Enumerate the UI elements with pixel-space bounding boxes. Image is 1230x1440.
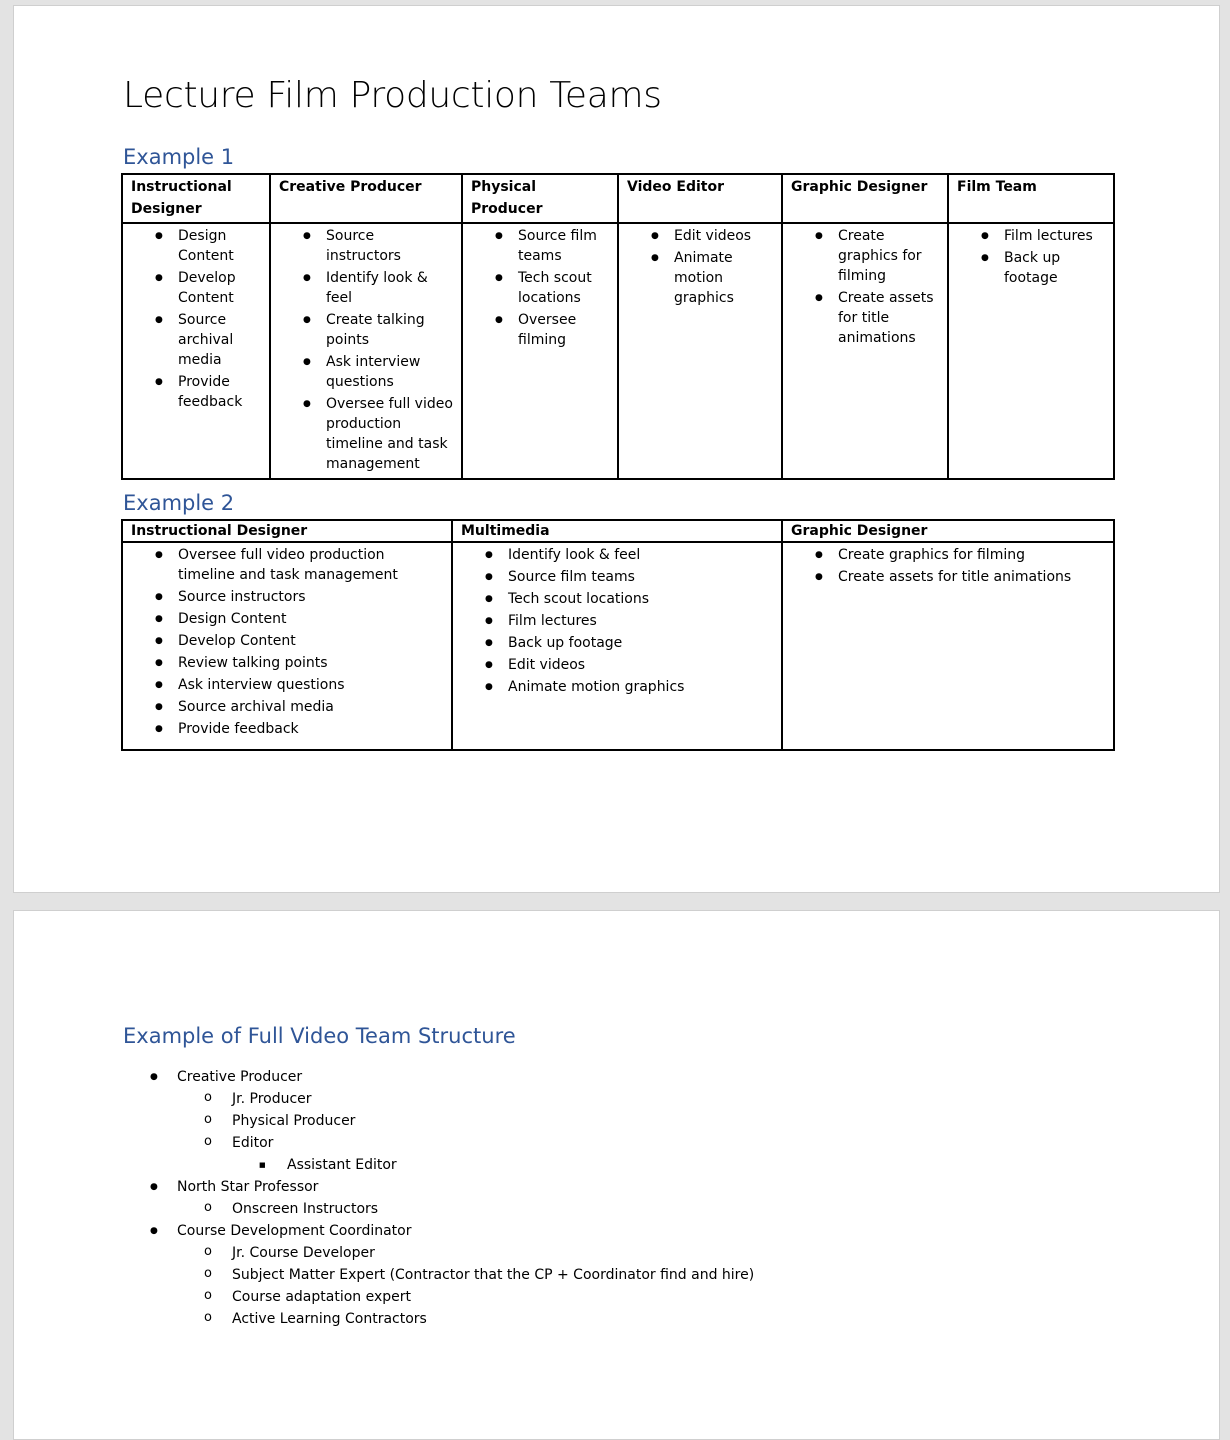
example-2-table — [121, 519, 1115, 751]
outline-level-3 — [287, 1154, 754, 1176]
outline-level-2 — [231, 1198, 754, 1220]
table-cell — [122, 542, 452, 750]
list-item-label: Active Learning Contractors — [232, 1311, 427, 1327]
document-page-2 — [13, 910, 1220, 1440]
list-item: ● Source film teams — [461, 567, 773, 587]
list-item: ● Develop Content — [131, 268, 261, 308]
list-item: ● Develop Content — [131, 631, 443, 651]
list-item: ● Edit videos — [627, 226, 773, 246]
task-list — [791, 545, 1105, 587]
column-header-instructional-designer: Instructional Designer — [122, 174, 270, 223]
task-list — [627, 226, 773, 308]
list-item: ● Create graphics for filming — [791, 226, 939, 286]
example-2-heading: Example 2 — [123, 491, 235, 515]
list-item: ● Ask interview questions — [131, 675, 443, 695]
task-list — [957, 226, 1105, 288]
list-item: ● Animate motion graphics — [627, 248, 773, 308]
list-item: ● Identify look & feel — [461, 545, 773, 565]
task-list — [791, 226, 939, 348]
list-item: ● Source archival media — [131, 310, 261, 370]
column-header-graphic-designer: Graphic Designer — [782, 520, 1114, 542]
list-item: ● Film lectures — [957, 226, 1105, 246]
list-item-label: Onscreen Instructors — [232, 1201, 379, 1217]
list-item: ● Create assets for title animations — [791, 288, 939, 348]
list-item: ● Back up footage — [461, 633, 773, 653]
list-item — [177, 1242, 754, 1264]
column-header-creative-producer: Creative Producer — [270, 174, 462, 223]
column-header-multimedia: Multimedia — [452, 520, 782, 542]
list-item: ● Source film teams — [471, 226, 609, 266]
list-item: ● Source instructors — [131, 587, 443, 607]
list-item: ● Back up footage — [957, 248, 1105, 288]
outline-level-2 — [231, 1242, 754, 1330]
list-item: ● Oversee filming — [471, 310, 609, 350]
table-header-row — [122, 174, 1114, 223]
list-item: ● Source instructors — [279, 226, 453, 266]
column-header-video-editor: Video Editor — [618, 174, 782, 223]
list-item-label: North Star Professor — [177, 1179, 319, 1195]
outline-level-2 — [231, 1088, 754, 1176]
list-item: ● Film lectures — [461, 611, 773, 631]
list-item — [177, 1264, 754, 1286]
list-item — [177, 1198, 754, 1220]
list-item-label: Assistant Editor — [287, 1157, 397, 1173]
list-item-label: Course adaptation expert — [232, 1289, 411, 1305]
list-item — [123, 1176, 754, 1220]
column-header-instructional-designer: Instructional Designer — [122, 520, 452, 542]
list-item-label: Editor — [232, 1135, 274, 1151]
list-item-label: Physical Producer — [232, 1113, 356, 1129]
list-item-label: Jr. Course Developer — [232, 1245, 375, 1261]
list-item: ● Provide feedback — [131, 372, 261, 412]
task-list — [131, 226, 261, 412]
list-item: ● Tech scout locations — [461, 589, 773, 609]
task-list — [279, 226, 453, 474]
table-cell — [122, 223, 270, 479]
list-item: ● Create talking points — [279, 310, 453, 350]
table-cell — [452, 542, 782, 750]
list-item — [177, 1088, 754, 1110]
task-list — [131, 545, 443, 739]
list-item-label: Jr. Producer — [232, 1091, 312, 1107]
table-cell — [462, 223, 618, 479]
list-item: ● Edit videos — [461, 655, 773, 675]
list-item — [177, 1308, 754, 1330]
task-list — [471, 226, 609, 350]
list-item — [177, 1110, 754, 1132]
list-item-label: Creative Producer — [177, 1069, 303, 1085]
task-list — [461, 545, 773, 697]
document-page-1 — [13, 5, 1220, 893]
table-cell — [782, 223, 948, 479]
table-cell — [948, 223, 1114, 479]
table-cell — [782, 542, 1114, 750]
list-item: ● Oversee full video production timeline and task management — [279, 394, 453, 474]
table-row — [122, 223, 1114, 479]
column-header-physical-producer: Physical Producer — [462, 174, 618, 223]
example-1-table — [121, 173, 1115, 480]
list-item: ● Identify look & feel — [279, 268, 453, 308]
table-cell — [270, 223, 462, 479]
list-item-label: Subject Matter Expert (Contractor that the CP + Coordinator find and hire) — [232, 1267, 755, 1283]
list-item — [232, 1154, 754, 1176]
list-item — [123, 1220, 754, 1330]
list-item-label: Course Development Coordinator — [177, 1223, 412, 1239]
example-1-heading: Example 1 — [123, 145, 235, 169]
list-item: ● Design Content — [131, 609, 443, 629]
list-item: ● Oversee full video production timeline and task management — [131, 545, 443, 585]
list-item: ● Provide feedback — [131, 719, 443, 739]
team-structure-outline — [123, 1066, 754, 1330]
list-item — [177, 1286, 754, 1308]
list-item: ● Tech scout locations — [471, 268, 609, 308]
list-item: ● Create graphics for filming — [791, 545, 1105, 565]
full-structure-heading: Example of Full Video Team Structure — [123, 1024, 516, 1048]
table-cell — [618, 223, 782, 479]
list-item: ● Source archival media — [131, 697, 443, 717]
list-item: ● Animate motion graphics — [461, 677, 773, 697]
list-item: ● Review talking points — [131, 653, 443, 673]
column-header-film-team: Film Team — [948, 174, 1114, 223]
column-header-graphic-designer: Graphic Designer — [782, 174, 948, 223]
outline-level-1 — [123, 1066, 754, 1330]
list-item: ● Create assets for title animations — [791, 567, 1105, 587]
table-row — [122, 542, 1114, 750]
document-title: Lecture Film Production Teams — [123, 75, 662, 116]
list-item — [123, 1066, 754, 1176]
table-header-row — [122, 520, 1114, 542]
list-item: ● Design Content — [131, 226, 261, 266]
list-item — [177, 1132, 754, 1176]
list-item: ● Ask interview questions — [279, 352, 453, 392]
